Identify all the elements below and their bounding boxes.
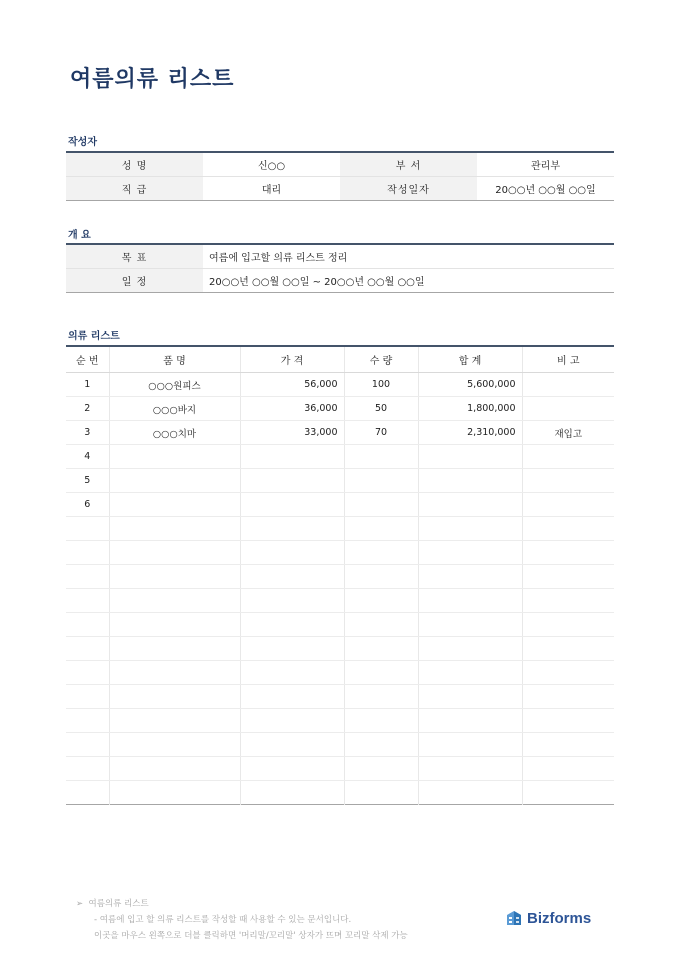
cell-price	[240, 613, 344, 637]
cell-price	[240, 565, 344, 589]
cell-price	[240, 781, 344, 805]
cell-number	[66, 781, 109, 805]
cell-quantity	[344, 637, 418, 661]
cell-item-name: ○○○치마	[109, 421, 240, 445]
header-note: 비 고	[522, 346, 614, 373]
schedule-value: 20○○년 ○○월 ○○일 ~ 20○○년 ○○월 ○○일	[209, 277, 425, 288]
cell-item-name	[109, 469, 240, 493]
cell-number	[66, 685, 109, 709]
footer-note	[76, 896, 408, 944]
cell-quantity	[344, 565, 418, 589]
cell-note	[522, 613, 614, 637]
table-row	[66, 493, 614, 517]
cell-total	[418, 757, 522, 781]
cell-item-name	[109, 493, 240, 517]
cell-number: 2	[66, 397, 109, 421]
cell-price	[240, 733, 344, 757]
cell-number	[66, 517, 109, 541]
cell-item-name: ○○○원피스	[109, 373, 240, 397]
cell-item-name	[109, 709, 240, 733]
cell-quantity	[344, 445, 418, 469]
cell-total	[418, 565, 522, 589]
cell-item-name	[109, 685, 240, 709]
table-row	[66, 613, 614, 637]
cell-price: 56,000	[240, 373, 344, 397]
table-row	[66, 445, 614, 469]
table-row	[66, 661, 614, 685]
author-row	[66, 177, 614, 201]
cell-note	[522, 637, 614, 661]
department-value: 관리부	[477, 152, 614, 177]
table-row	[66, 757, 614, 781]
table-row	[66, 733, 614, 757]
cell-total	[418, 781, 522, 805]
cell-quantity	[344, 781, 418, 805]
cell-total: 5,600,000	[418, 373, 522, 397]
cell-item-name	[109, 781, 240, 805]
cell-total	[418, 685, 522, 709]
list-section-label: 의류 리스트	[68, 331, 120, 342]
cell-note	[522, 709, 614, 733]
cell-quantity	[344, 661, 418, 685]
cell-number	[66, 589, 109, 613]
cell-price: 33,000	[240, 421, 344, 445]
overview-row	[66, 269, 614, 293]
cell-price	[240, 517, 344, 541]
cell-note	[522, 517, 614, 541]
cell-total	[418, 733, 522, 757]
overview-table	[66, 243, 614, 293]
table-row	[66, 589, 614, 613]
cell-number	[66, 757, 109, 781]
cell-number	[66, 637, 109, 661]
cell-total	[418, 613, 522, 637]
cell-total	[418, 493, 522, 517]
name-label: 성 명	[66, 152, 203, 177]
cell-note	[522, 733, 614, 757]
cell-total: 2,310,000	[418, 421, 522, 445]
cell-number	[66, 709, 109, 733]
cell-quantity	[344, 493, 418, 517]
table-row	[66, 469, 614, 493]
logo-text: Bizforms	[527, 909, 592, 927]
cell-quantity	[344, 517, 418, 541]
table-row	[66, 397, 614, 421]
schedule-label: 일 정	[66, 269, 203, 293]
goal-value: 여름에 입고할 의류 리스트 정리	[203, 244, 614, 269]
cell-item-name: ○○○바지	[109, 397, 240, 421]
footer-title: 여름의류 리스트	[88, 899, 149, 909]
cell-quantity	[344, 589, 418, 613]
cell-number	[66, 565, 109, 589]
cell-quantity	[344, 709, 418, 733]
author-section-label: 작성자	[68, 137, 97, 148]
cell-note	[522, 445, 614, 469]
footer-description: - 여름에 입고 할 의류 리스트를 작성할 때 사용할 수 있는 문서입니다.	[94, 915, 352, 925]
cell-price	[240, 661, 344, 685]
table-header-row	[66, 346, 614, 373]
cell-note	[522, 661, 614, 685]
table-row	[66, 685, 614, 709]
cell-note	[522, 757, 614, 781]
cell-price	[240, 541, 344, 565]
cell-price	[240, 589, 344, 613]
cell-quantity: 50	[344, 397, 418, 421]
cell-note	[522, 493, 614, 517]
table-row	[66, 709, 614, 733]
cell-note	[522, 373, 614, 397]
cell-quantity: 70	[344, 421, 418, 445]
cell-price	[240, 685, 344, 709]
cell-item-name	[109, 637, 240, 661]
cell-number	[66, 733, 109, 757]
cell-price	[240, 637, 344, 661]
cell-note: 재입고	[522, 421, 614, 445]
cell-quantity: 100	[344, 373, 418, 397]
position-value: 대리	[261, 185, 282, 196]
date-label: 작성일자	[340, 177, 477, 201]
building-icon	[505, 909, 523, 927]
cell-quantity	[344, 685, 418, 709]
cell-total	[418, 541, 522, 565]
cell-total	[418, 637, 522, 661]
cell-note	[522, 781, 614, 805]
author-table	[66, 151, 614, 201]
cell-note	[522, 565, 614, 589]
cell-item-name	[109, 733, 240, 757]
goal-label: 목 표	[66, 244, 203, 269]
cell-number: 5	[66, 469, 109, 493]
cell-total	[418, 445, 522, 469]
table-row	[66, 541, 614, 565]
table-row	[66, 421, 614, 445]
cell-total	[418, 517, 522, 541]
table-row	[66, 517, 614, 541]
cell-total: 1,800,000	[418, 397, 522, 421]
cell-note	[522, 541, 614, 565]
cell-item-name	[109, 445, 240, 469]
cell-quantity	[344, 757, 418, 781]
cell-note	[522, 397, 614, 421]
cell-item-name	[109, 541, 240, 565]
cell-quantity	[344, 469, 418, 493]
table-row	[66, 373, 614, 397]
cell-price: 36,000	[240, 397, 344, 421]
cell-quantity	[344, 733, 418, 757]
cell-price	[240, 445, 344, 469]
table-row	[66, 637, 614, 661]
cell-item-name	[109, 517, 240, 541]
name-value: 신○○	[203, 152, 340, 177]
cell-price	[240, 469, 344, 493]
clothing-list-table	[66, 345, 614, 805]
date-value: 20○○년 ○○월 ○○일	[495, 185, 596, 196]
cell-number: 1	[66, 373, 109, 397]
cell-total	[418, 709, 522, 733]
cell-item-name	[109, 589, 240, 613]
cell-note	[522, 685, 614, 709]
cell-item-name	[109, 565, 240, 589]
table-row	[66, 781, 614, 805]
cell-number: 4	[66, 445, 109, 469]
cell-item-name	[109, 661, 240, 685]
cell-quantity	[344, 541, 418, 565]
department-label: 부 서	[340, 152, 477, 177]
cell-note	[522, 469, 614, 493]
cell-quantity	[344, 613, 418, 637]
cell-item-name	[109, 757, 240, 781]
cell-total	[418, 469, 522, 493]
author-row	[66, 152, 614, 177]
cell-number: 3	[66, 421, 109, 445]
overview-row	[66, 244, 614, 269]
header-number: 순 번	[66, 346, 109, 373]
header-item-name: 품 명	[109, 346, 240, 373]
cell-price	[240, 709, 344, 733]
cell-number: 6	[66, 493, 109, 517]
table-row	[66, 565, 614, 589]
position-label: 직 급	[66, 177, 203, 201]
overview-section-label: 개 요	[68, 230, 91, 241]
cell-price	[240, 757, 344, 781]
bizforms-logo	[505, 909, 591, 927]
footer-instruction: 이곳을 마우스 왼쪽으로 더블 클릭하면 '머리말/꼬리말' 상자가 뜨며 꼬리말 삭제 가능	[94, 931, 408, 941]
cell-number	[66, 541, 109, 565]
cell-total	[418, 589, 522, 613]
cell-total	[418, 661, 522, 685]
cell-number	[66, 661, 109, 685]
header-total: 합 계	[418, 346, 522, 373]
cell-price	[240, 493, 344, 517]
header-price: 가 격	[240, 346, 344, 373]
cell-number	[66, 613, 109, 637]
cell-item-name	[109, 613, 240, 637]
header-quantity: 수 량	[344, 346, 418, 373]
cell-note	[522, 589, 614, 613]
page-title: 여름의류 리스트	[70, 67, 235, 92]
arrow-icon: ➢	[76, 899, 84, 909]
